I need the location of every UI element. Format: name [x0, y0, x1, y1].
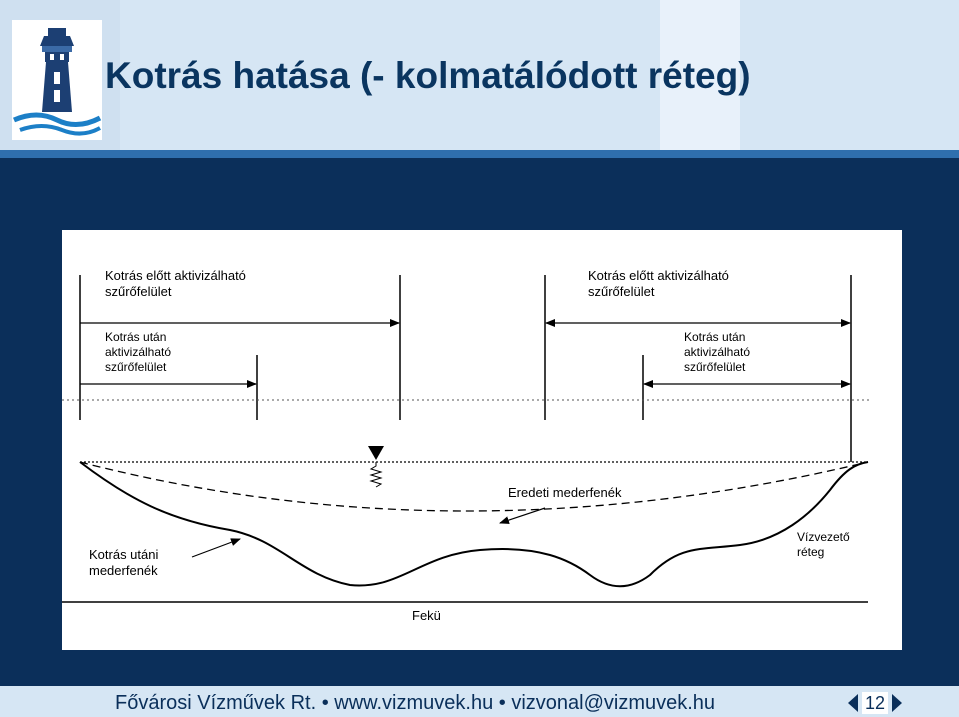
label-line: szűrőfelület: [105, 360, 167, 374]
pointer-arrow: [192, 539, 240, 557]
label-line: aktivizálható: [684, 345, 751, 359]
water-level-icon: [368, 446, 384, 460]
label-line: szűrőfelület: [684, 360, 746, 374]
original-bed-label: Eredeti mederfenék: [508, 485, 622, 500]
label-line: Kotrás után: [105, 330, 167, 344]
base-label: Fekü: [412, 608, 441, 623]
page-title: Kotrás hatása (- kolmatálódott réteg): [105, 55, 751, 96]
mid-left-label: [105, 330, 171, 375]
dredged-bed-label: [89, 547, 158, 579]
label-line: mederfenék: [89, 563, 158, 578]
label-line: Kotrás után: [684, 330, 746, 344]
original-bed-dashed-line: [80, 462, 868, 511]
prev-slide-icon[interactable]: [846, 692, 860, 714]
footer-text: Fővárosi Vízművek Rt. • www.vizmuvek.hu • vizvonal@vizmuvek.hu: [115, 692, 716, 714]
next-slide-icon[interactable]: [890, 692, 904, 714]
label-line: szűrőfelület: [588, 284, 655, 299]
page-number: 12: [862, 692, 888, 714]
label-line: réteg: [797, 545, 825, 559]
top-right-label: [588, 268, 729, 300]
top-left-label: [105, 268, 246, 300]
label-line: Kotrás utáni: [89, 547, 159, 562]
label-line: szűrőfelület: [105, 284, 172, 299]
label-line: aktivizálható: [105, 345, 172, 359]
dredged-bed-line: [80, 462, 868, 586]
label-line: Kotrás előtt aktivizálható: [105, 268, 246, 283]
mid-right-label: [684, 330, 750, 375]
label-line: Kotrás előtt aktivizálható: [588, 268, 729, 283]
label-line: Vízvezető: [797, 530, 850, 544]
aquifer-label: [797, 530, 850, 560]
spring-icon: [371, 462, 381, 487]
